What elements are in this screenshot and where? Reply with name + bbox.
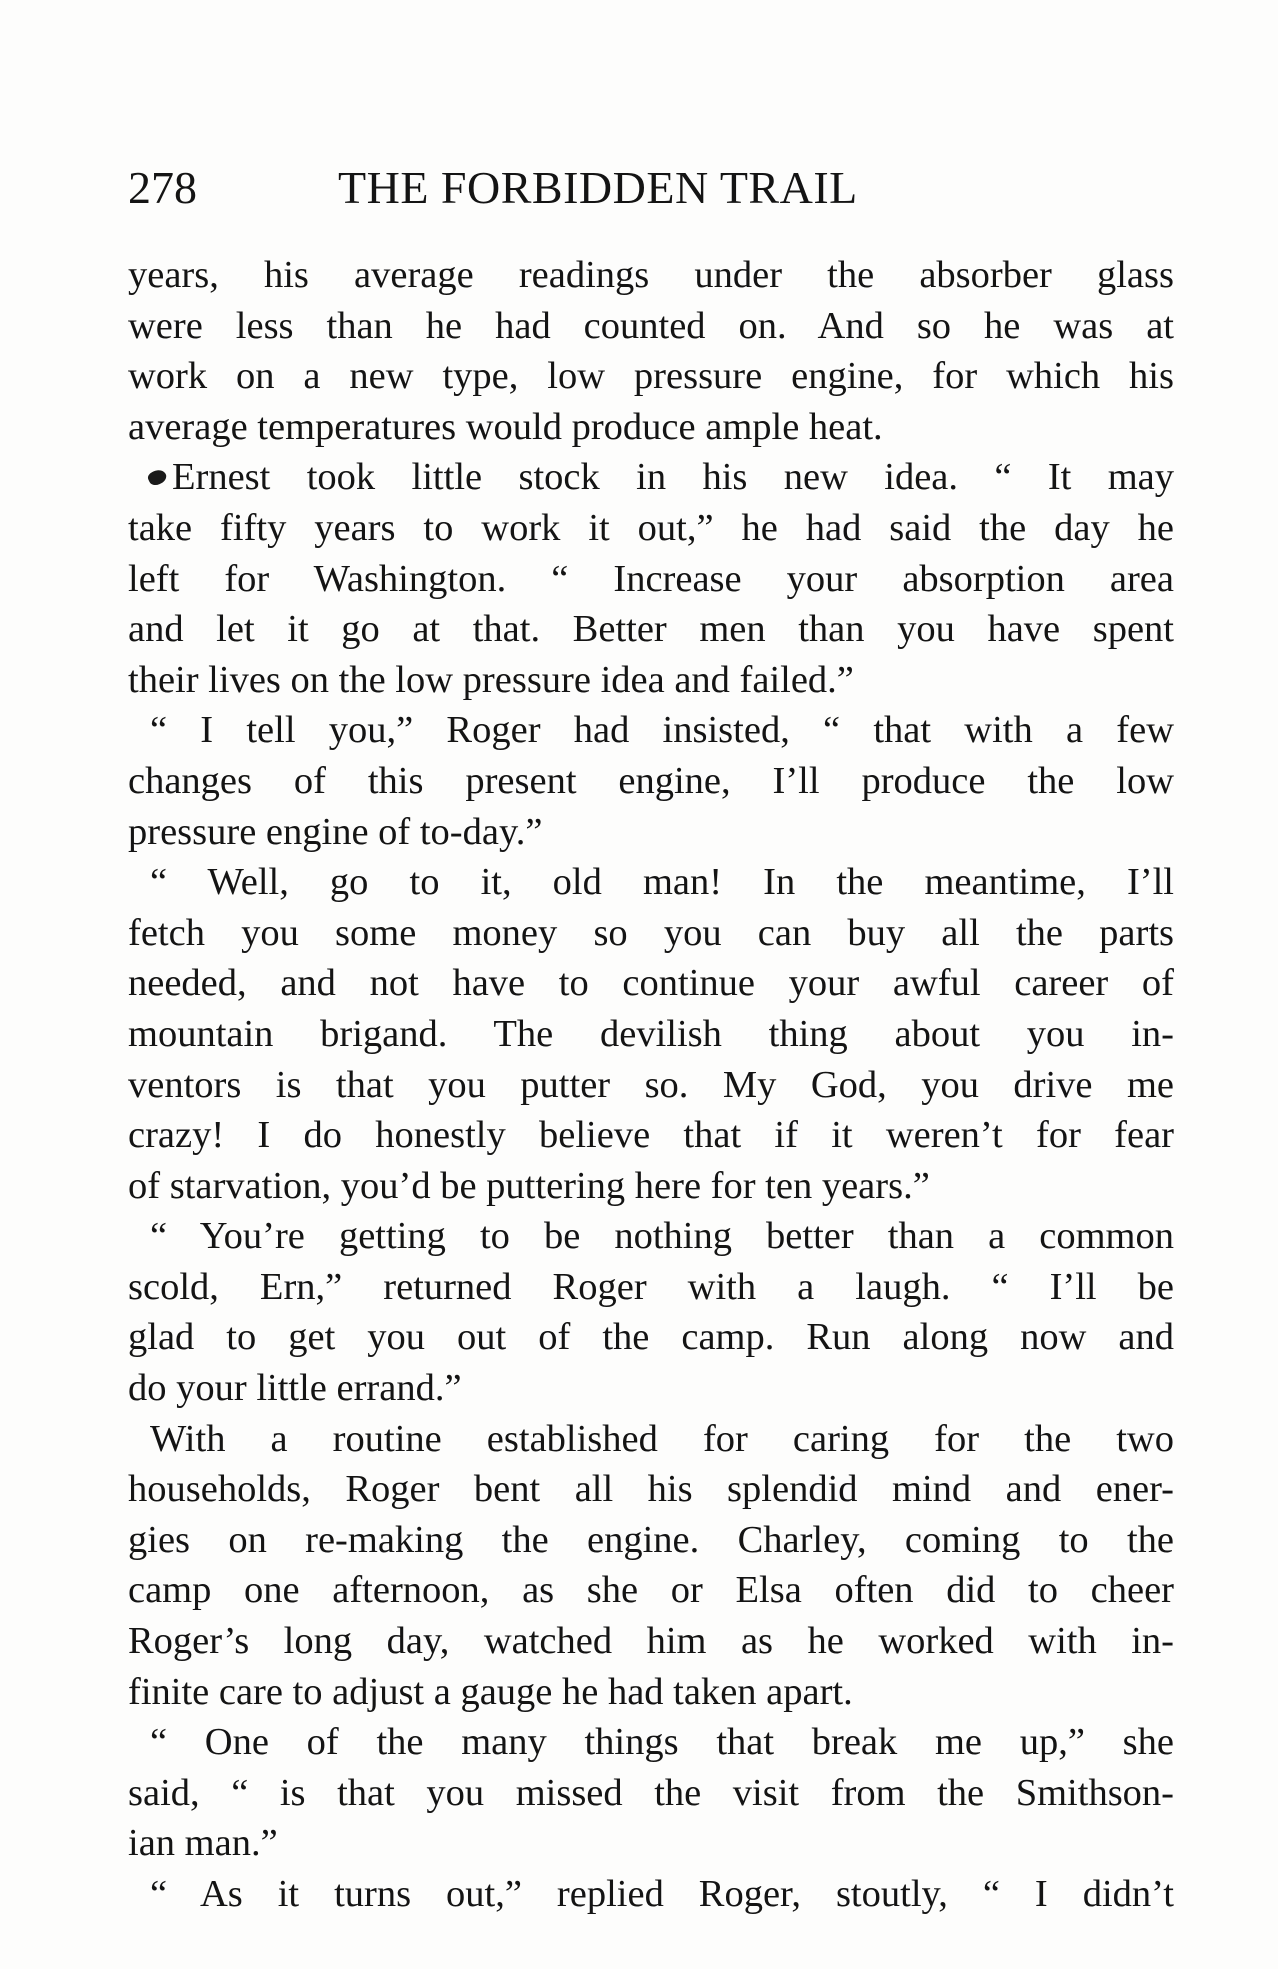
text-line-content: years, his average readings under the absorber glass <box>128 254 1174 296</box>
text-line-content: glad to get you out of the camp. Run along now and <box>128 1316 1174 1359</box>
text-line-content: “ As it turns out,” replied Roger, stoutly, “ I didn’t <box>150 1873 1174 1915</box>
text-line-content: With a routine established for caring for the two <box>150 1417 1174 1460</box>
text-line <box>128 1768 1174 1819</box>
text-line <box>128 1363 1174 1414</box>
text-line <box>128 1464 1174 1515</box>
page-number: 278 <box>128 162 197 213</box>
text-line <box>128 503 1174 554</box>
text-line-content: were less than he had counted on. And so he was at <box>128 304 1174 347</box>
text-line <box>128 250 1174 301</box>
text-line <box>128 1717 1174 1768</box>
text-line <box>128 1312 1174 1363</box>
text-line <box>128 301 1174 352</box>
text-line <box>128 554 1174 605</box>
text-line <box>128 1565 1174 1616</box>
text-line <box>128 1515 1174 1566</box>
text-line-content: said, “ is that you missed the visit from the Smithson- <box>128 1771 1174 1814</box>
text-line <box>128 807 1174 858</box>
text-line <box>128 604 1174 655</box>
text-line-content: ian man.” <box>128 1822 278 1865</box>
text-line <box>128 1110 1174 1161</box>
text-line-content: and let it go at that. Better men than you have spent <box>128 608 1174 651</box>
text-line-content: Ernest took little stock in his new idea. “ It may <box>172 456 1174 499</box>
text-line-content: Roger’s long day, watched him as he worked with in- <box>128 1620 1174 1663</box>
text-line <box>128 1869 1174 1920</box>
text-line-content: households, Roger bent all his splendid mind and ener- <box>128 1468 1174 1511</box>
text-line-content: “ I tell you,” Roger had insisted, “ that with a few <box>150 709 1174 752</box>
text-line <box>128 958 1174 1009</box>
text-line <box>128 1616 1174 1667</box>
text-line-content: “ One of the many things that break me up,” she <box>150 1721 1174 1764</box>
text-line <box>128 1009 1174 1060</box>
text-line <box>128 1060 1174 1111</box>
text-line <box>128 452 1174 503</box>
text-line <box>128 857 1174 908</box>
text-line <box>128 1211 1174 1262</box>
page-header <box>128 158 1178 218</box>
text-line-content: pressure engine of to-day.” <box>128 810 543 853</box>
text-line-content: ventors is that you putter so. My God, you drive me <box>128 1063 1174 1106</box>
text-line-content: scold, Ern,” returned Roger with a laugh. “ I’ll be <box>128 1265 1174 1308</box>
body-text <box>128 250 1174 1920</box>
text-line-content: average temperatures would produce ample heat. <box>128 405 883 448</box>
text-line-content: “ Well, go to it, old man! In the meantime, I’ll <box>150 861 1174 904</box>
text-line <box>128 1262 1174 1313</box>
text-line <box>128 402 1174 453</box>
text-line <box>128 351 1174 402</box>
text-line <box>128 1667 1174 1718</box>
ink-blot-mark <box>146 467 168 487</box>
text-line-content: fetch you some money so you can buy all the parts <box>128 911 1174 954</box>
text-line-content: camp one afternoon, as she or Elsa often did to cheer <box>128 1569 1174 1612</box>
text-line <box>128 908 1174 959</box>
text-line-content: crazy! I do honestly believe that if it weren’t for fear <box>128 1114 1174 1157</box>
text-line-content: do your little errand.” <box>128 1367 462 1410</box>
text-line <box>128 1161 1174 1212</box>
text-line-content: left for Washington. “ Increase your absorption area <box>128 557 1174 600</box>
text-line-content: take fifty years to work it out,” he had said the day he <box>128 506 1174 549</box>
text-line-content: work on a new type, low pressure engine, for which his <box>128 355 1174 398</box>
text-line-content: gies on re-making the engine. Charley, coming to the <box>128 1518 1174 1561</box>
text-line-content: needed, and not have to continue your awful career of <box>128 962 1174 1005</box>
running-title: THE FORBIDDEN TRAIL <box>338 162 858 213</box>
text-line <box>128 655 1174 706</box>
text-line-content: changes of this present engine, I’ll produce the low <box>128 759 1174 802</box>
text-line <box>128 1818 1174 1869</box>
text-line-content: their lives on the low pressure idea and failed.” <box>128 658 854 701</box>
text-line <box>128 756 1174 807</box>
text-line <box>128 705 1174 756</box>
text-line-content: of starvation, you’d be puttering here for ten years.” <box>128 1164 930 1207</box>
text-line-content: mountain brigand. The devilish thing about you in- <box>128 1012 1174 1055</box>
text-line <box>128 1414 1174 1465</box>
text-line-content: finite care to adjust a gauge he had taken apart. <box>128 1670 853 1713</box>
text-line-content: “ You’re getting to be nothing better than a common <box>150 1215 1174 1258</box>
